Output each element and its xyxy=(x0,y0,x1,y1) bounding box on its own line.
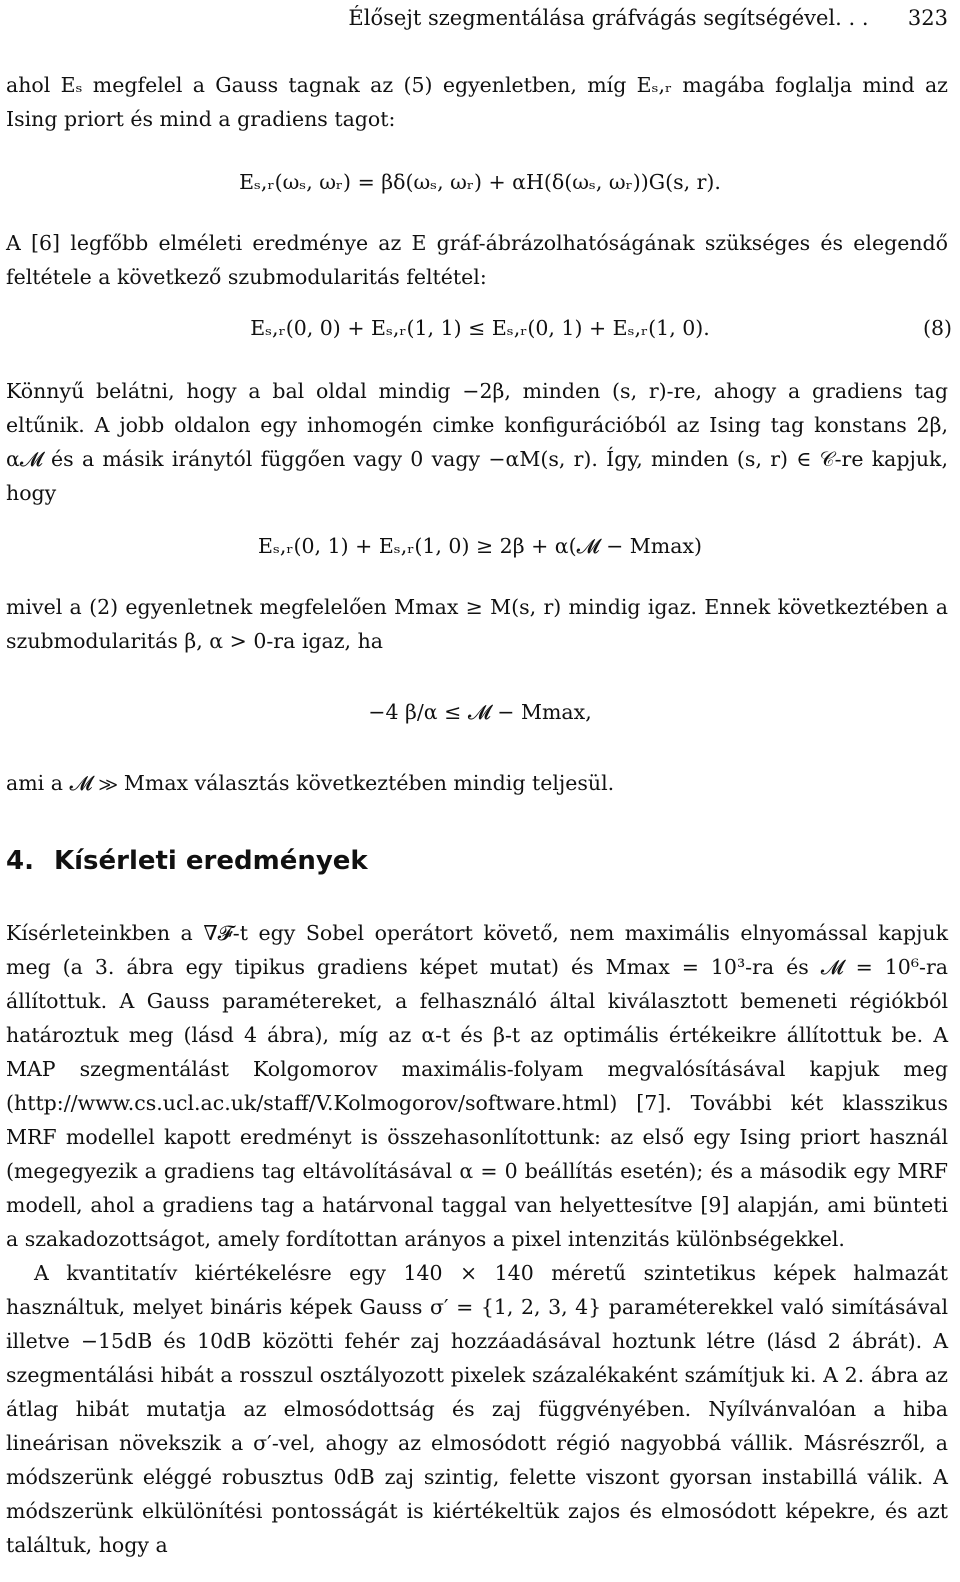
running-header xyxy=(0,6,948,30)
equation-inequality: Eₛ,ᵣ(0, 1) + Eₛ,ᵣ(1, 0) ≥ 2β + α(𝓜 − Mmax) xyxy=(258,534,702,558)
paragraph-proof: Könnyű belátni, hogy a bal oldal mindig −2β, minden (s, r)-re, ahogy a gradiens tag eltűnik. A jobb oldalon egy inhomogén cimke konfigurációból az Ising tag konstans 2β, α𝓜 és a másik iránytól függően vagy 0 vagy −αM(s, r). Így, minden (s, r) ∈ 𝒞-re kapjuk, hogy xyxy=(6,379,948,505)
section-title: Kísérleti eredmények xyxy=(53,846,368,876)
paragraph-experiments: Kísérleteinkben a ∇𝓕-t egy Sobel operátort követő, nem maximális elnyomással kapjuk meg (a 3. ábra egy tipikus gradiens képet mutat) és Mmax = 10³-ra és 𝓜 = 10⁶-ra állítottuk. A Gauss paramétereket, a felhasználó által kiválasztott bemeneti régiókból határoztuk meg (lásd 4 ábra), míg az α-t és β-t az optimális értékeikre állítottuk be. A MAP szegmentálást Kolgomorov maximális-folyam megvalósításával kapjuk meg (http://www.cs.ucl.ac.uk/staff/V.Kolmogorov/software.html) [7]. További két klasszikus MRF modellel kapott eredményt is összehasonlítottunk: az első egy Ising priort használ (megegyezik a gradiens tag eltávolításával α = 0 beállítás esetén); és a második egy MRF modell, ahol a gradiens tag a határvonal taggal van helyettesítve [9] alapján, ami bünteti a szakadozottságot, amely fordítottan arányos a pixel intenzitás különbségekkel. A kvantitatív kiértékelésre egy 140 × 140 méretű szintetikus képek halmazát használtuk, melyet bináris képek Gauss σ′ = {1, 2, 3, 4} paraméterekkel való simításával illetve −15dB és 10dB közötti fehér zaj hozzáadásával hoztunk létre (lásd 2 ábrát). A szegmentálási hibát a rosszul osztályozott pixelek százalékaként számítjuk ki. A 2. ábra az átlag hibát mutatja az elmosódottság és zaj függvényében. Nyílvánvalóan a hiba lineárisan növekszik a σ′-vel, ahogy az elmosódott régió nagyobbá vállik. Másrészről, a módszerünk eléggé robusztus 0dB zaj szintig, felette viszont gyorsan instabillá válik. A módszerünk elkülönítési pontosságát is kiértékeltük zajos és elmosódott képekre, és azt találtuk, hogy a xyxy=(6,916,948,1562)
equation-condition: −4 β/α ≤ 𝓜 − Mmax, xyxy=(368,700,592,724)
paragraph-quantitative: A kvantitatív kiértékelésre egy 140 × 140 méretű szintetikus képek halmazát használtuk, melyet bináris képek Gauss σ′ = {1, 2, 3, 4} paraméterekkel való simításával illetve −15dB és 10dB közötti fehér zaj hozzáadásával hoztunk létre (lásd 2 ábrát). A szegmentálási hibát a rosszul osztályozott pixelek százalékaként számítjuk ki. A 2. ábra az átlag hibát mutatja az elmosódottság és zaj függvényében. Nyílvánvalóan a hiba lineárisan növekszik a σ′-vel, ahogy az elmosódott régió nagyobbá vállik. Másrészről, a módszerünk eléggé robusztus 0dB zaj szintig, felette viszont gyorsan instabillá válik. A módszerünk elkülönítési pontosságát is kiértékeltük zajos és elmosódott képekre, és azt találtuk, hogy a xyxy=(6,1261,948,1557)
equation-energy: Eₛ,ᵣ(ωₛ, ωᵣ) = βδ(ωₛ, ωᵣ) + αH(δ(ωₛ, ωᵣ))G(s, r). xyxy=(239,170,721,194)
paragraph-theorem: A [6] legfőbb elméleti eredménye az E gráf-ábrázolhatóságának szükséges és elegendő feltétele a következő szubmodularitás feltétel: xyxy=(6,231,948,289)
paragraph-conclusion: ami a 𝓜 ≫ Mmax választás következtében mindig teljesül. xyxy=(6,771,615,795)
equation-number: (8) xyxy=(922,316,952,340)
paragraph-mmax: mivel a (2) egyenletnek megfelelően Mmax ≥ M(s, r) mindig igaz. Ennek következtében a szubmodularitás β, α > 0-ra igaz, ha xyxy=(6,595,948,653)
section-heading xyxy=(6,846,368,876)
page-number: 323 xyxy=(907,6,948,30)
equation-submodularity: Eₛ,ᵣ(0, 0) + Eₛ,ᵣ(1, 1) ≤ Eₛ,ᵣ(0, 1) + Eₛ,ᵣ(1, 0). xyxy=(250,316,710,340)
paragraph-intro: ahol Eₛ megfelel a Gauss tagnak az (5) egyenletben, míg Eₛ,ᵣ magába foglalja mind az Ising priort és mind a gradiens tagot: xyxy=(6,73,948,131)
running-title: Élősejt szegmentálása gráfvágás segítségével. . . xyxy=(348,6,869,30)
section-number: 4. xyxy=(6,846,34,876)
